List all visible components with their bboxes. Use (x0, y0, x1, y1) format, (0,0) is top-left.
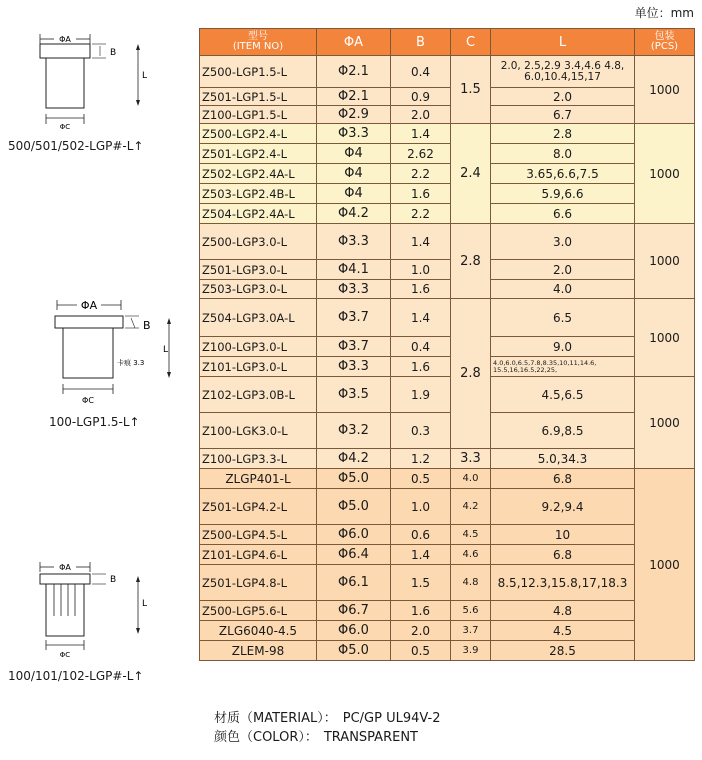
diagram-3 (30, 560, 150, 660)
cell-pack: 1000 (635, 124, 695, 224)
cell-b: 1.4 (391, 224, 451, 260)
diagram-1 (30, 32, 150, 132)
label-a: ΦA (59, 563, 71, 572)
table-row (200, 469, 695, 489)
cell-c: 4.5 (451, 525, 491, 545)
color-label: 颜色（COLOR）： (214, 730, 318, 745)
cell-c: 4.6 (451, 545, 491, 565)
material-label: 材质（MATERIAL）： (214, 711, 337, 726)
table-row (200, 144, 695, 164)
unit-label: 单位：mm (634, 6, 694, 20)
cell-l: 4.0 (491, 280, 635, 299)
cell-item: Z501-LGP4.8-L (200, 565, 317, 601)
cell-item: Z100-LGP3.0-L (200, 337, 317, 357)
cell-l: 28.5 (491, 641, 635, 661)
cell-a: Φ6.7 (317, 601, 391, 621)
cell-c: 2.4 (451, 124, 491, 224)
cell-l: 4.0,6.0,6.5,7.8,8.35,10,11,14.6, 15.5,16,16.5,22,25, (491, 357, 635, 377)
cell-b: 2.2 (391, 204, 451, 224)
cell-b: 2.0 (391, 621, 451, 641)
cell-a: Φ4 (317, 164, 391, 184)
header-c: C (451, 29, 491, 56)
cell-l: 6.8 (491, 545, 635, 565)
cell-l: 4.5 (491, 621, 635, 641)
cell-l: 6.7 (491, 106, 635, 124)
cell-l: 9.0 (491, 337, 635, 357)
table-row (200, 124, 695, 144)
cell-item: Z500-LGP2.4-L (200, 124, 317, 144)
cell-item: Z504-LGP3.0A-L (200, 299, 317, 337)
cell-b: 1.2 (391, 449, 451, 469)
label-c: ΦC (59, 651, 71, 659)
cell-pack: 1000 (635, 224, 695, 299)
cell-item: ZLG6040-4.5 (200, 621, 317, 641)
cell-item: Z100-LGK3.0-L (200, 413, 317, 449)
cell-l: 4.5,6.5 (491, 377, 635, 413)
table-row (200, 260, 695, 280)
table-row (200, 449, 695, 469)
header-l: L (491, 29, 635, 56)
table-row (200, 545, 695, 565)
cell-l: 8.5,12.3,15.8,17,18.3 (491, 565, 635, 601)
cell-b: 0.9 (391, 88, 451, 106)
cell-item: Z501-LGP3.0-L (200, 260, 317, 280)
table-row (200, 621, 695, 641)
cell-item: ZLGP401-L (200, 469, 317, 489)
cell-a: Φ2.1 (317, 88, 391, 106)
cell-a: Φ6.0 (317, 525, 391, 545)
cell-pack: 1000 (635, 377, 695, 469)
cell-c: 5.6 (451, 601, 491, 621)
table-row (200, 525, 695, 545)
cell-l: 3.0 (491, 224, 635, 260)
cell-b: 2.0 (391, 106, 451, 124)
cell-l: 3.65,6.6,7.5 (491, 164, 635, 184)
notch-label: 卡痕 3.3 (117, 359, 145, 367)
cell-b: 0.3 (391, 413, 451, 449)
table-row (200, 224, 695, 260)
table-row (200, 489, 695, 525)
cell-item: Z501-LGP1.5-L (200, 88, 317, 106)
cell-b: 1.4 (391, 299, 451, 337)
cell-l: 9.2,9.4 (491, 489, 635, 525)
cell-a: Φ4.2 (317, 449, 391, 469)
label-b: B (143, 319, 151, 332)
cell-a: Φ6.1 (317, 565, 391, 601)
cell-b: 2.2 (391, 164, 451, 184)
cell-l: 4.8 (491, 601, 635, 621)
cell-item: Z503-LGP3.0-L (200, 280, 317, 299)
cell-b: 1.5 (391, 565, 451, 601)
cell-pack: 1000 (635, 469, 695, 661)
cell-c: 4.8 (451, 565, 491, 601)
cell-l: 6.5 (491, 299, 635, 337)
cell-item: Z501-LGP2.4-L (200, 144, 317, 164)
table-row (200, 565, 695, 601)
table-row (200, 280, 695, 299)
cell-pack: 1000 (635, 56, 695, 124)
material-line (214, 707, 441, 726)
cell-item: Z503-LGP2.4B-L (200, 184, 317, 204)
cell-a: Φ2.9 (317, 106, 391, 124)
diagram-1-caption: 500/501/502-LGP#-L↑ (8, 139, 144, 153)
cell-item: Z501-LGP4.2-L (200, 489, 317, 525)
table-row (200, 601, 695, 621)
label-c: ΦC (82, 396, 94, 405)
table-row (200, 106, 695, 124)
cell-a: Φ4.2 (317, 204, 391, 224)
cell-item: Z500-LGP5.6-L (200, 601, 317, 621)
cell-a: Φ6.0 (317, 621, 391, 641)
cell-c: 3.3 (451, 449, 491, 469)
table-header-row (200, 29, 695, 56)
cell-a: Φ3.3 (317, 280, 391, 299)
cell-a: Φ5.0 (317, 489, 391, 525)
label-l: L (142, 599, 148, 609)
cell-b: 1.9 (391, 377, 451, 413)
label-l: L (163, 345, 169, 355)
cell-b: 0.5 (391, 469, 451, 489)
cell-c: 1.5 (451, 56, 491, 124)
cell-l: 10 (491, 525, 635, 545)
header-a: ΦA (317, 29, 391, 56)
cell-c: 2.8 (451, 299, 491, 449)
cell-c: 2.8 (451, 224, 491, 299)
cell-item: Z500-LGP1.5-L (200, 56, 317, 88)
cell-b: 0.5 (391, 641, 451, 661)
cell-b: 0.4 (391, 337, 451, 357)
cell-a: Φ3.2 (317, 413, 391, 449)
color-value: TRANSPARENT (323, 730, 418, 745)
cell-b: 1.0 (391, 489, 451, 525)
cell-a: Φ5.0 (317, 469, 391, 489)
cell-item: Z504-LGP2.4A-L (200, 204, 317, 224)
cell-a: Φ3.5 (317, 377, 391, 413)
spec-table (199, 28, 695, 661)
cell-item: Z500-LGP3.0-L (200, 224, 317, 260)
cell-a: Φ3.3 (317, 224, 391, 260)
cell-pack: 1000 (635, 299, 695, 377)
cell-l: 2.0, 2.5,2.9 3.4,4.6 4.8, 6.0,10.4,15,17 (491, 56, 635, 88)
cell-b: 1.6 (391, 184, 451, 204)
cell-l: 6.6 (491, 204, 635, 224)
cell-l: 2.0 (491, 88, 635, 106)
cell-item: Z101-LGP3.0-L (200, 357, 317, 377)
cell-b: 0.4 (391, 56, 451, 88)
table-row (200, 204, 695, 224)
cell-item: Z500-LGP4.5-L (200, 525, 317, 545)
diagram-2-caption: 100-LGP1.5-L↑ (49, 415, 140, 429)
cell-l: 6.9,8.5 (491, 413, 635, 449)
cell-a: Φ3.3 (317, 357, 391, 377)
cell-item: Z100-LGP3.3-L (200, 449, 317, 469)
label-b: B (110, 48, 117, 58)
header-b: B (391, 29, 451, 56)
header-pack: 包装 (PCS) (635, 29, 695, 56)
cell-a: Φ4 (317, 144, 391, 164)
cell-c: 3.7 (451, 621, 491, 641)
cell-a: Φ4.1 (317, 260, 391, 280)
cell-a: Φ3.7 (317, 299, 391, 337)
cell-a: Φ2.1 (317, 56, 391, 88)
cell-b: 1.0 (391, 260, 451, 280)
cell-l: 2.0 (491, 260, 635, 280)
cell-l: 5.0,34.3 (491, 449, 635, 469)
label-a: ΦA (80, 299, 98, 312)
cell-l: 8.0 (491, 144, 635, 164)
cell-a: Φ6.4 (317, 545, 391, 565)
cell-b: 1.6 (391, 601, 451, 621)
cell-l: 2.8 (491, 124, 635, 144)
cell-l: 6.8 (491, 469, 635, 489)
table-row (200, 164, 695, 184)
table-row (200, 357, 695, 377)
table-row (200, 184, 695, 204)
cell-item: ZLEM-98 (200, 641, 317, 661)
table-row (200, 299, 695, 337)
cell-b: 2.62 (391, 144, 451, 164)
cell-c: 4.0 (451, 469, 491, 489)
material-value: PC/GP UL94V-2 (342, 711, 441, 726)
label-l: L (142, 71, 148, 81)
cell-b: 1.4 (391, 124, 451, 144)
cell-b: 1.6 (391, 280, 451, 299)
label-b: B (110, 575, 117, 585)
header-item: 型号 (ITEM NO) (200, 29, 317, 56)
label-a: ΦA (59, 35, 71, 44)
cell-l: 5.9,6.6 (491, 184, 635, 204)
cell-item: Z100-LGP1.5-L (200, 106, 317, 124)
diagram-2 (45, 296, 185, 406)
cell-c: 4.2 (451, 489, 491, 525)
cell-b: 1.4 (391, 545, 451, 565)
cell-c: 3.9 (451, 641, 491, 661)
label-c: ΦC (59, 123, 71, 131)
diagram-3-caption: 100/101/102-LGP#-L↑ (8, 669, 144, 683)
cell-a: Φ3.7 (317, 337, 391, 357)
cell-b: 1.6 (391, 357, 451, 377)
table-row (200, 377, 695, 413)
table-row (200, 88, 695, 106)
cell-a: Φ3.3 (317, 124, 391, 144)
cell-a: Φ4 (317, 184, 391, 204)
table-row (200, 413, 695, 449)
cell-item: Z502-LGP2.4A-L (200, 164, 317, 184)
cell-item: Z101-LGP4.6-L (200, 545, 317, 565)
color-line (214, 726, 418, 745)
cell-b: 0.6 (391, 525, 451, 545)
cell-a: Φ5.0 (317, 641, 391, 661)
table-row (200, 56, 695, 88)
table-row (200, 337, 695, 357)
table-row (200, 641, 695, 661)
cell-item: Z102-LGP3.0B-L (200, 377, 317, 413)
